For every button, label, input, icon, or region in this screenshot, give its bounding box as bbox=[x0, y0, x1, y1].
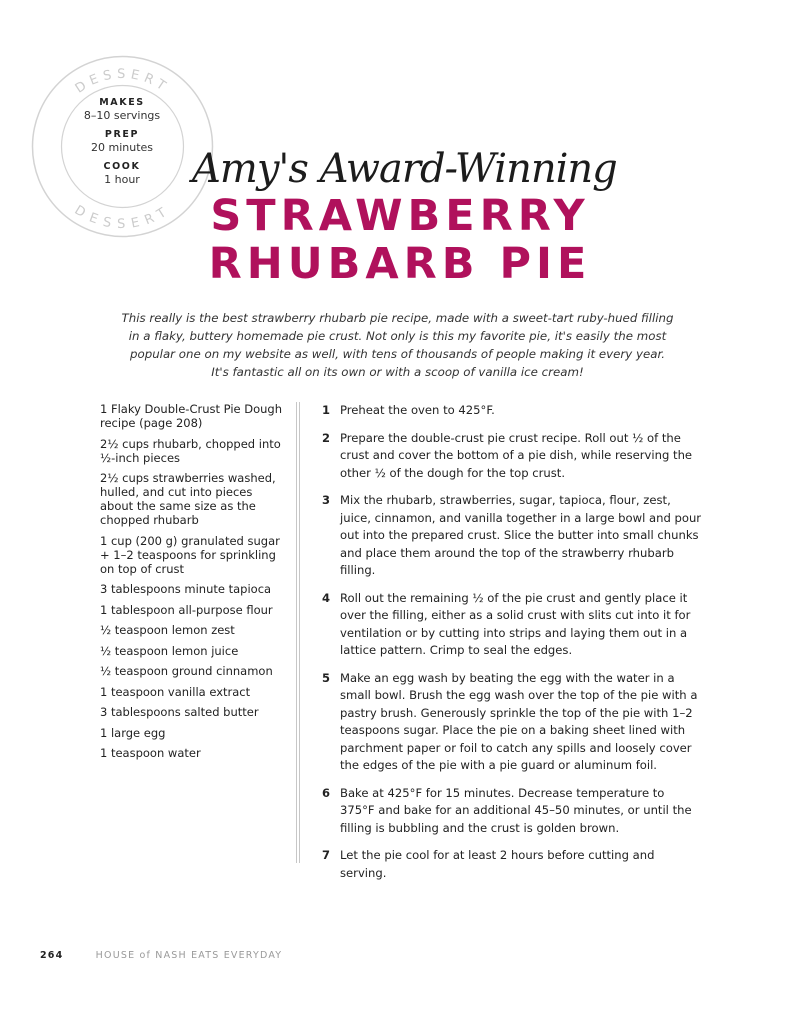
badge-ring-text-top: DESSERT bbox=[72, 66, 173, 97]
ingredient-item: 1 teaspoon vanilla extract bbox=[100, 684, 251, 699]
recipe-title bbox=[150, 192, 650, 288]
step-number: 3 bbox=[322, 493, 331, 507]
instruction-step bbox=[322, 492, 702, 580]
ingredient-item: 1 cup (200 g) granulated sugar + 1–2 teaspoons for sprinkling on top of crust bbox=[100, 533, 280, 576]
ingredient-item: 1 Flaky Double-Crust Pie Dough recipe (page 208) bbox=[100, 402, 283, 430]
script-subtitle: Amy's Award-Winning bbox=[192, 146, 617, 192]
page-number: 264 bbox=[40, 950, 64, 961]
ingredient-item: 3 tablespoons minute tapioca bbox=[100, 582, 272, 596]
book-title: HOUSE of NASH EATS EVERYDAY bbox=[95, 950, 283, 961]
recipe-title-line-1: STRAWBERRY bbox=[210, 191, 590, 241]
step-number: 5 bbox=[322, 670, 331, 685]
step-text: Bake at 425°F for 15 minutes. Decrease temperature to 375°F and bake for an additional 45–50 minutes, or until the filling is bubbling and the crust is golden brown. bbox=[340, 785, 692, 835]
makes-value: 8–10 servings bbox=[83, 109, 161, 122]
step-number: 4 bbox=[322, 590, 331, 605]
instruction-step bbox=[322, 402, 702, 420]
ingredient-item: 3 tablespoons salted butter bbox=[100, 705, 259, 719]
ingredient-item: 2½ cups strawberries washed, hulled, and cut into pieces about the same size as the chopped rhubarb bbox=[100, 471, 276, 527]
step-text: Make an egg wash by beating the egg with the water in a small bowl. Brush the egg wash over the top of the pie with a pastry brush. Generously sprinkle the top of the pie with 1–2 teaspoons sugar. Place the pie on a baking sheet lined with parchment paper or foil to catch any spills and loosely cover the edges of the pie with a pie guard or aluminum foil. bbox=[340, 670, 698, 772]
step-number: 1 bbox=[322, 403, 331, 417]
cook-label: COOK bbox=[103, 161, 141, 172]
ingredient-item: 2½ cups rhubarb, chopped into ½-inch pieces bbox=[100, 436, 281, 465]
badge-ring-text-bottom: DESSERT bbox=[71, 202, 174, 232]
instruction-step bbox=[322, 590, 702, 660]
ingredient-item: ½ teaspoon ground cinnamon bbox=[100, 664, 273, 678]
instruction-step bbox=[322, 785, 702, 838]
ingredient-item: 1 tablespoon all-purpose flour bbox=[100, 602, 273, 617]
cook-value: 1 hour bbox=[104, 173, 140, 186]
page-footer bbox=[40, 950, 282, 961]
step-number: 2 bbox=[322, 430, 331, 445]
intro-paragraph: This really is the best strawberry rhubarb pie recipe, made with a sweet-tart ruby-hued filling in a flaky, buttery homemade pie crust. Not only is this my favorite pie, it's easily the most popular one on my website as well, with tens of thousands of people making it every year. It's fantastic all on its own or with a scoop of vanilla ice cream! bbox=[121, 310, 674, 379]
makes-label: MAKES bbox=[99, 97, 145, 108]
recipe-meta bbox=[74, 96, 170, 192]
recipe-title-line-2: RHUBARB PIE bbox=[208, 239, 592, 289]
ingredient-item: ½ teaspoon lemon juice bbox=[100, 643, 239, 658]
step-number: 6 bbox=[322, 785, 331, 800]
prep-label: PREP bbox=[104, 129, 140, 140]
step-text: Mix the rhubarb, strawberries, sugar, tapioca, flour, zest, juice, cinnamon, and vanilla together in a large bowl and pour out into the prepared crust. Slice the butter into small chunks and place them around the top of the strawberry rhubarb filling. bbox=[340, 493, 702, 577]
instruction-step bbox=[322, 670, 702, 775]
instruction-step bbox=[322, 847, 702, 882]
prep-value: 20 minutes bbox=[90, 141, 154, 154]
ingredient-item: 1 large egg bbox=[100, 725, 166, 740]
step-text: Roll out the remaining ½ of the pie crust and gently place it over the filling, either as a solid crust with slits cut into it for ventilation or by cutting into strips and laying them out in a lattice pattern. Crimp to seal the edges. bbox=[340, 590, 691, 657]
ingredient-item: 1 teaspoon water bbox=[100, 746, 201, 760]
ingredient-list bbox=[100, 402, 285, 767]
svg-text:DESSERT bbox=[73, 67, 172, 97]
step-number: 7 bbox=[322, 848, 331, 862]
ingredient-item: ½ teaspoon lemon zest bbox=[100, 623, 235, 637]
instruction-step bbox=[322, 430, 702, 483]
column-divider bbox=[296, 402, 300, 863]
step-text: Prepare the double-crust pie crust recipe. Roll out ½ of the crust and cover the bottom of a pie dish, while reserving the other ½ of the dough for the top crust. bbox=[340, 430, 693, 480]
instruction-list bbox=[322, 402, 702, 892]
step-text: Let the pie cool for at least 2 hours before cutting and serving. bbox=[340, 848, 655, 880]
step-text: Preheat the oven to 425°F. bbox=[340, 403, 495, 417]
